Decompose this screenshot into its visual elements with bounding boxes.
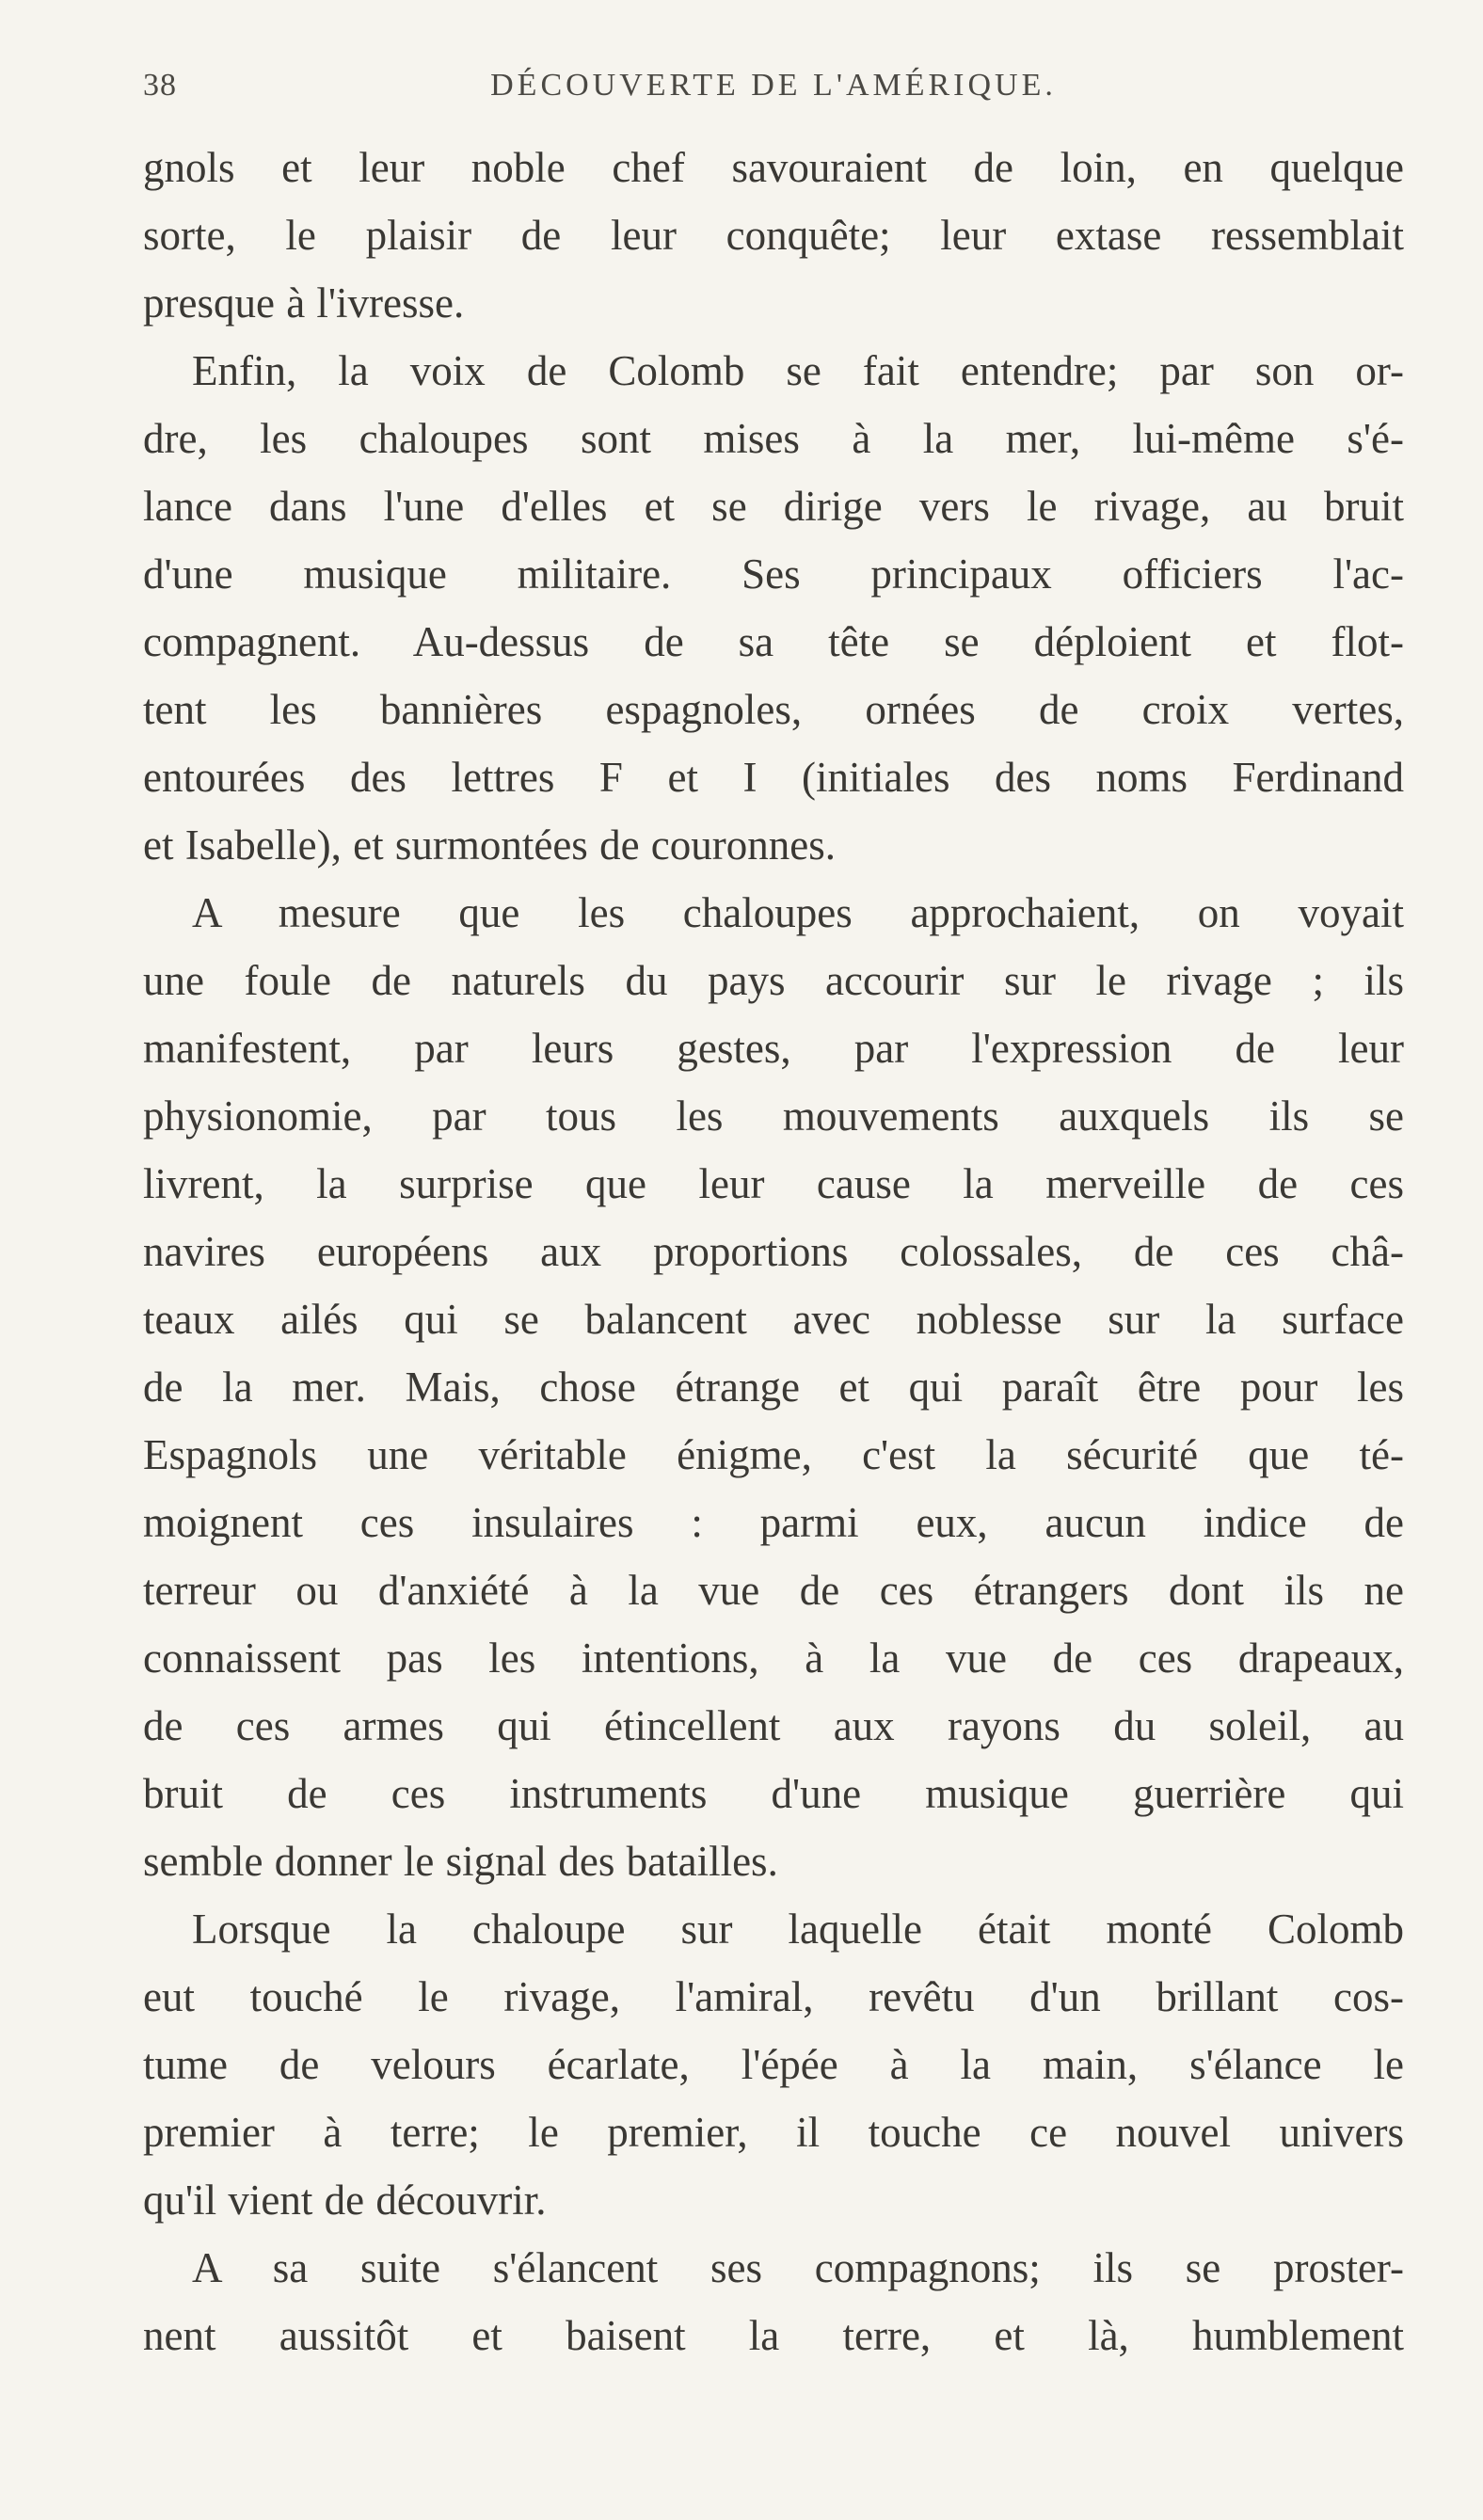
text-line: de la mer. Mais, chose étrange et qui paraît être pour les [143, 1364, 1404, 1411]
text-line: entourées des lettres F et I (initiales des noms Ferdinand [143, 754, 1404, 801]
body-text [143, 134, 1404, 2369]
running-title: DÉCOUVERTE DE L'AMÉRIQUE. [490, 68, 1057, 103]
text-line: premier à terre; le premier, il touche ce nouvel univers [143, 2109, 1404, 2156]
page-header [143, 68, 1404, 124]
text-line: terreur ou d'anxiété à la vue de ces étrangers dont ils ne [143, 1567, 1404, 1614]
page-number: 38 [143, 68, 177, 103]
paragraph-start-line: Enfin, la voix de Colomb se fait entendre; par son or- [192, 347, 1404, 394]
text-line: dre, les chaloupes sont mises à la mer, lui-même s'é- [143, 415, 1404, 462]
text-line: manifestent, par leurs gestes, par l'expression de leur [143, 1025, 1404, 1072]
text-line: de ces armes qui étincellent aux rayons du soleil, au [143, 1702, 1404, 1749]
text-line: sorte, le plaisir de leur conquête; leur extase ressemblait [143, 212, 1404, 259]
text-line: connaissent pas les intentions, à la vue de ces drapeaux, [143, 1635, 1404, 1682]
text-line: navires européens aux proportions colossales, de ces châ- [143, 1228, 1404, 1275]
text-line: une foule de naturels du pays accourir sur le rivage ; ils [143, 957, 1404, 1004]
text-line: compagnent. Au-dessus de sa tête se déploient et flot- [143, 618, 1404, 665]
text-line: presque à l'ivresse. [143, 279, 465, 327]
paragraph-start-line: A sa suite s'élancent ses compagnons; ils se proster- [192, 2244, 1404, 2291]
text-line: lance dans l'une d'elles et se dirige vers le rivage, au bruit [143, 483, 1404, 530]
text-line: d'une musique militaire. Ses principaux officiers l'ac- [143, 550, 1404, 598]
text-line: qu'il vient de découvrir. [143, 2177, 547, 2224]
text-line: tent les bannières espagnoles, ornées de croix vertes, [143, 686, 1404, 733]
text-line: eut touché le rivage, l'amiral, revêtu d'un brillant cos- [143, 1973, 1404, 2020]
paragraph-start-line: A mesure que les chaloupes approchaient, on voyait [192, 889, 1404, 936]
text-line: physionomie, par tous les mouvements auxquels ils se [143, 1093, 1404, 1140]
text-line: nent aussitôt et baisent la terre, et là, humblement [143, 2312, 1404, 2359]
paragraph-start-line: Lorsque la chaloupe sur laquelle était monté Colomb [192, 1906, 1404, 1953]
text-line: teaux ailés qui se balancent avec noblesse sur la surface [143, 1296, 1404, 1343]
text-line: semble donner le signal des batailles. [143, 1838, 778, 1885]
text-line: livrent, la surprise que leur cause la merveille de ces [143, 1160, 1404, 1207]
text-line: Espagnols une véritable énigme, c'est la sécurité que té- [143, 1431, 1404, 1478]
text-line: gnols et leur noble chef savouraient de loin, en quelque [143, 144, 1404, 191]
text-line: bruit de ces instruments d'une musique guerrière qui [143, 1770, 1404, 1817]
text-line: et Isabelle), et surmontées de couronnes. [143, 821, 836, 869]
text-line: tume de velours écarlate, l'épée à la main, s'élance le [143, 2041, 1404, 2088]
text-line: moignent ces insulaires : parmi eux, aucun indice de [143, 1499, 1404, 1546]
